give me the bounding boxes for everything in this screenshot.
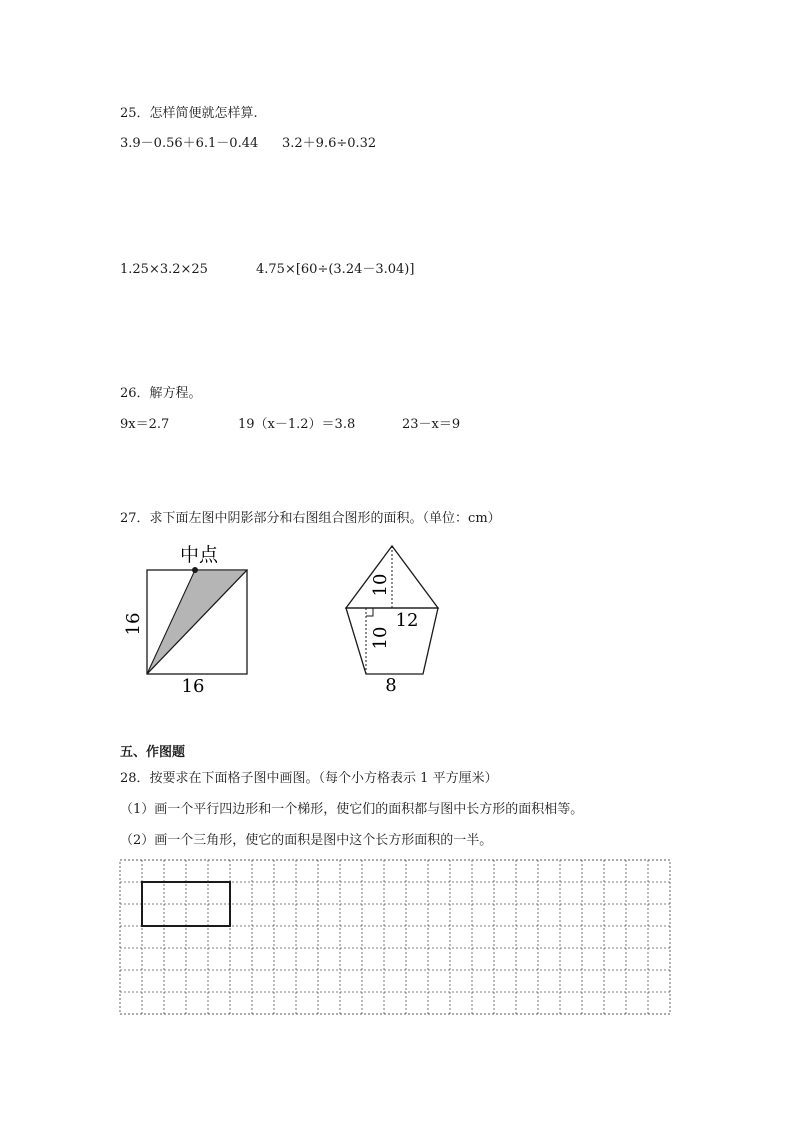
- q25-title: 25．怎样简便就怎样算.: [120, 106, 258, 121]
- q25-expr-1: 3.9－0.56＋6.1－0.44: [120, 136, 259, 151]
- q26-equation-3: 23－x＝9: [402, 417, 461, 432]
- bottom-trapezoid: [346, 608, 438, 674]
- q27-title: 27．求下面左图中阴影部分和右图组合图形的面积。（单位：cm）: [120, 511, 501, 526]
- q25-expr-4: 4.75×[60÷(3.24－3.04)]: [256, 262, 415, 277]
- shaded-square-figure: [115, 538, 265, 698]
- grid-border: [120, 860, 670, 1014]
- composite-figure: [330, 538, 460, 698]
- q26-title: 26．解方程。: [120, 386, 202, 401]
- q26-equation-2: 19（x－1.2）＝3.8: [238, 417, 356, 432]
- midpoint-dot: [192, 567, 198, 573]
- drawing-grid: [118, 858, 678, 1020]
- midpoint-label: 中点: [179, 544, 219, 566]
- triangle-height-label: 10: [370, 573, 391, 597]
- right-angle-mark: [366, 608, 373, 616]
- q25-expr-3: 1.25×3.2×25: [120, 262, 208, 277]
- q28-title: 28．按要求在下面格子图中画图。（每个小方格表示 1 平方厘米）: [120, 771, 498, 786]
- section-5-title: 五、作图题: [120, 745, 186, 760]
- bottom-side-label: 16: [181, 676, 205, 697]
- q26-equation-1: 9x＝2.7: [120, 417, 170, 432]
- trapezoid-height-label: 10: [370, 626, 391, 650]
- q28-part-2: （2）画一个三角形，使它的面积是图中这个长方形面积的一半。: [120, 833, 493, 848]
- left-side-label: 16: [123, 612, 144, 636]
- bottom-base-label: 8: [385, 675, 397, 696]
- q28-part-1: （1）画一个平行四边形和一个梯形，使它们的面积都与图中长方形的面积相等。: [120, 802, 584, 817]
- q25-expr-2: 3.2＋9.6÷0.32: [282, 136, 377, 151]
- top-base-label: 12: [395, 610, 419, 631]
